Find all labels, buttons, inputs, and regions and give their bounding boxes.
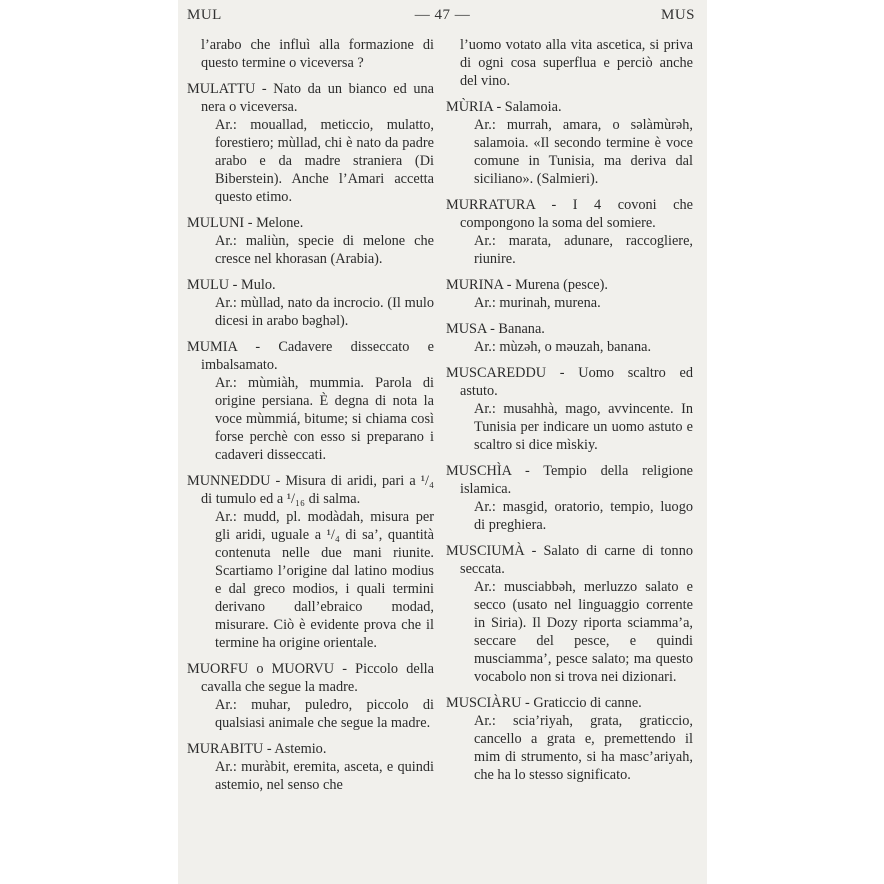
entry-headword-line: MURINA - Murena (pesce). [446, 277, 608, 293]
continued-entry [187, 36, 434, 72]
entry-etymology: Ar.: musciabbəh, merluzzo salato e secco (usato nel linguaggio corrente in Siria). Il Dozy riporta sciamma’a, seccare del pesce, e quindi musciamma’, pesce salato; ma questo vocabolo non si trova nei dizionari. [474, 579, 693, 685]
page-number: — 47 — [414, 7, 471, 23]
dictionary-entry [187, 276, 434, 330]
entry-headword-line: MUMIA - Cadavere disseccato e imbalsamato. [187, 339, 434, 373]
entry-headword-line: MULU - Mulo. [187, 277, 276, 293]
entry-headword-line: MUSCHÌA - Tempio della religione islamica. [446, 463, 693, 497]
header-left-guideword: MUL [187, 7, 222, 23]
entry-headword-line: MUSCIUMÀ - Salato di carne di tonno seccata. [446, 543, 693, 577]
entry-etymology: Ar.: mùllad, nato da incrocio. (Il mulo dicesi in arabo bəghəl). [215, 295, 434, 329]
dictionary-entry [446, 98, 693, 188]
dictionary-entry [187, 740, 434, 794]
dictionary-entry [446, 276, 693, 312]
dictionary-entry [446, 196, 693, 268]
dictionary-entry [187, 214, 434, 268]
entry-etymology: Ar.: maliùn, specie di melone che cresce nel khorasan (Arabia). [215, 233, 434, 267]
entry-etymology: Ar.: muràbit, eremita, asceta, e quindi astemio, nel senso che [215, 759, 434, 793]
dictionary-entry [446, 462, 693, 534]
entry-headword-line: MUSCAREDDU - Uomo scaltro ed astuto. [446, 365, 693, 399]
right-column [446, 36, 693, 792]
entry-headword-line: MUNNEDDU - Misura di aridi, pari a ¹/₄ di tumulo ed a ¹/₁₆ di salma. [187, 473, 434, 507]
entry-etymology: Ar.: marata, adunare, raccogliere, riunire. [474, 233, 693, 267]
entry-headword-line: MURRATURA - I 4 covoni che compongono la soma del somiere. [446, 197, 693, 231]
left-column [187, 36, 434, 802]
entry-headword-line: MUSA - Banana. [446, 321, 545, 337]
entry-headword-line: MULUNI - Melone. [187, 215, 304, 231]
dictionary-entry [187, 80, 434, 206]
dictionary-page [178, 0, 707, 884]
entry-etymology: Ar.: murinah, murena. [474, 295, 601, 311]
entry-headword-line: MULATTU - Nato da un bianco ed una nera o viceversa. [187, 81, 434, 115]
entry-text: l’uomo votato alla vita ascetica, si priva di ogni cosa superflua e perciò anche del vino. [460, 37, 693, 89]
entry-headword-line: MURABITU - Astemio. [187, 741, 327, 757]
continued-entry [446, 36, 693, 90]
dictionary-entry [446, 542, 693, 686]
entry-etymology: Ar.: muhar, puledro, piccolo di qualsiasi animale che segue la madre. [215, 697, 434, 731]
entry-etymology: Ar.: mùmiàh, mummia. Parola di origine persiana. È degna di nota la voce mùmmiá, bitume; si chiama così forse perchè con esso si preparano i cadaveri disseccati. [215, 375, 434, 463]
dictionary-entry [187, 338, 434, 464]
dictionary-entry [446, 320, 693, 356]
dictionary-entry [187, 472, 434, 652]
entry-etymology: Ar.: mùzəh, o məuzah, banana. [474, 339, 652, 355]
dictionary-entry [446, 694, 693, 784]
dictionary-entry [446, 364, 693, 454]
entry-etymology: Ar.: mudd, pl. modàdah, misura per gli aridi, uguale a ¹/₄ di sa’, quantità contenuta nelle due mani riunite. Scartiamo l’origine dal latino modius e dal greco modios, i quali termini derivano dall’ebraico modad, misurare. Ciò è evidente prova che il termine ha origine orientale. [215, 509, 434, 651]
entry-headword-line: MUORFU o MUORVU - Piccolo della cavalla che segue la madre. [187, 661, 434, 695]
entry-etymology: Ar.: murrah, amara, o səlàmùrəh, salamoia. «Il secondo termine è voce comune in Tunisia, ma deriva dal siciliano». (Salmieri). [474, 117, 693, 187]
header-right-guideword: MUS [660, 7, 695, 23]
entry-etymology: Ar.: mouallad, meticcio, mulatto, forestiero; mùllad, chi è nato da padre arabo e da madre straniera (Di Biberstein). Anche l’Amari accetta questo etimo. [215, 117, 434, 205]
entry-etymology: Ar.: musahhà, mago, avvincente. In Tunisia per indicare un uomo astuto e scaltro si dice mìskiy. [474, 401, 693, 453]
entry-etymology: Ar.: masgid, oratorio, tempio, luogo di preghiera. [474, 499, 693, 533]
entry-headword-line: MUSCIÀRU - Graticcio di canne. [446, 695, 642, 711]
entry-text: l’arabo che influì alla formazione di questo termine o viceversa ? [201, 37, 434, 71]
dictionary-entry [187, 660, 434, 732]
entry-etymology: Ar.: scia’riyah, grata, graticcio, cancello a grata e, premettendo il mim di strumento, si ha masc’ariyah, che ha lo stesso significato. [474, 713, 693, 783]
entry-headword-line: MÙRIA - Salamoia. [446, 99, 562, 115]
